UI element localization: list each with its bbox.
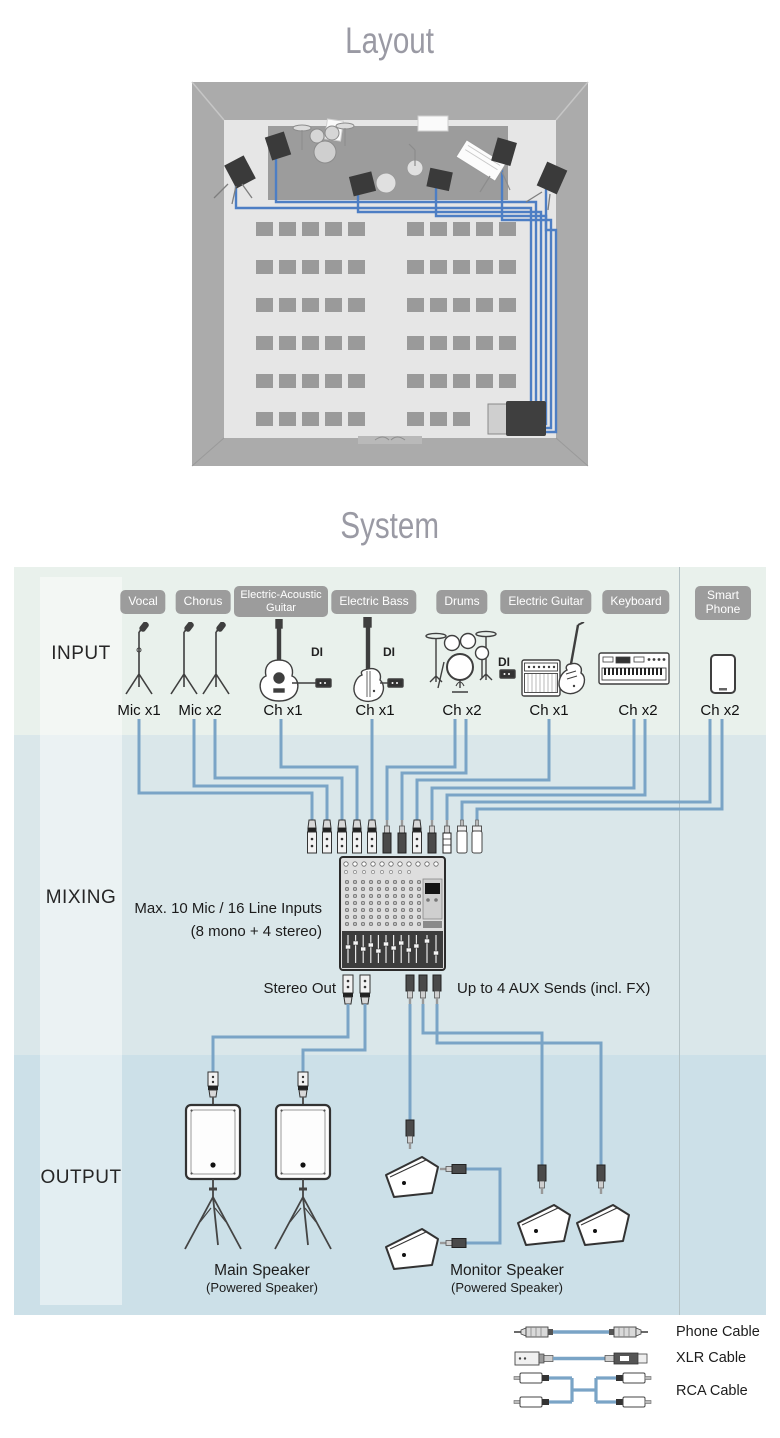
- door: [358, 436, 422, 444]
- monitor-wedge-1: [386, 1157, 438, 1197]
- mixer-note-line2: (8 mono + 4 stereo): [190, 923, 322, 940]
- badge-vocal: Vocal: [120, 590, 165, 614]
- section-label-input: INPUT: [51, 643, 111, 664]
- channels-ea-guitar: Ch x1: [263, 702, 303, 719]
- badge-electric-acoustic-guitar: Electric-Acoustic Guitar: [234, 586, 328, 617]
- monitor-speaker-sublabel: (Powered Speaker): [451, 1280, 563, 1295]
- channels-bass: Ch x1: [355, 702, 395, 719]
- xlr-plug: [413, 820, 422, 853]
- badge-electric-guitar: Electric Guitar: [500, 590, 591, 614]
- channels-vocal: Mic x1: [117, 702, 161, 719]
- channels-drums: Ch x2: [442, 702, 482, 719]
- di-label-electric: DI: [498, 655, 510, 669]
- xlr-plug: [308, 820, 377, 853]
- system-title-text: System: [340, 505, 440, 546]
- legend-rca-cable: RCA Cable: [676, 1383, 748, 1399]
- stereo-out-label: Stereo Out: [263, 980, 336, 997]
- xlr-cable-icon: [515, 1352, 647, 1365]
- system-title: [0, 505, 780, 547]
- section-label-output: OUTPUT: [40, 1167, 122, 1188]
- rca-plug: [457, 820, 482, 853]
- input-cables: [139, 719, 722, 820]
- main-speaker-sublabel: (Powered Speaker): [206, 1280, 318, 1295]
- stereo-out-connectors: [343, 975, 370, 1004]
- phone-plug: [383, 820, 406, 853]
- main-speaker-right: [275, 1105, 331, 1249]
- aux-sends-label: Up to 4 AUX Sends (incl. FX): [457, 980, 651, 997]
- main-speaker-left: [185, 1105, 241, 1249]
- badge-keyboard: Keyboard: [602, 590, 669, 614]
- system-wiring-graphic: [14, 567, 766, 1315]
- main-speaker-plugs: [208, 1072, 308, 1105]
- daisy-chain-plugs: [440, 1165, 466, 1248]
- channels-keyboard: Ch x2: [618, 702, 658, 719]
- monitor-plugs: [406, 1120, 605, 1194]
- cable-legend-icons: [512, 1320, 667, 1415]
- aux-send-connectors: [406, 975, 441, 1004]
- main-speaker-label: Main Speaker: [214, 1262, 310, 1279]
- phone-plug: [428, 820, 451, 853]
- badge-chorus: Chorus: [176, 590, 231, 614]
- monitor-wedge-3: [518, 1205, 570, 1245]
- rca-cable-icon: [514, 1373, 651, 1407]
- foh-mixer-desk: [488, 401, 546, 436]
- badge-electric-bass: Electric Bass: [331, 590, 416, 614]
- badge-smart-phone: Smart Phone: [695, 586, 751, 620]
- phone-cable-icon: [514, 1327, 648, 1337]
- channels-e-guitar: Ch x1: [529, 702, 569, 719]
- badge-drums: Drums: [436, 590, 487, 614]
- layout-title-text: Layout: [345, 20, 435, 61]
- room-layout-illustration: [190, 80, 590, 472]
- legend-xlr-cable: XLR Cable: [676, 1350, 747, 1366]
- wall-box-center: [418, 116, 448, 131]
- mixer-graphic: [340, 857, 445, 970]
- di-label-acoustic: DI: [311, 645, 323, 659]
- mixer-note-line1: Max. 10 Mic / 16 Line Inputs: [134, 900, 322, 917]
- channels-chorus: Mic x2: [178, 702, 222, 719]
- layout-title: [0, 20, 780, 62]
- di-label-bass: DI: [383, 645, 395, 659]
- channels-smartphone: Ch x2: [700, 702, 740, 719]
- monitor-wedge-4: [577, 1205, 629, 1245]
- section-label-mixing: MIXING: [45, 887, 117, 908]
- input-connectors: [308, 820, 483, 853]
- monitor-speaker-label: Monitor Speaker: [450, 1262, 564, 1279]
- system-diagram: [14, 567, 766, 1315]
- legend-phone-cable: Phone Cable: [676, 1324, 760, 1340]
